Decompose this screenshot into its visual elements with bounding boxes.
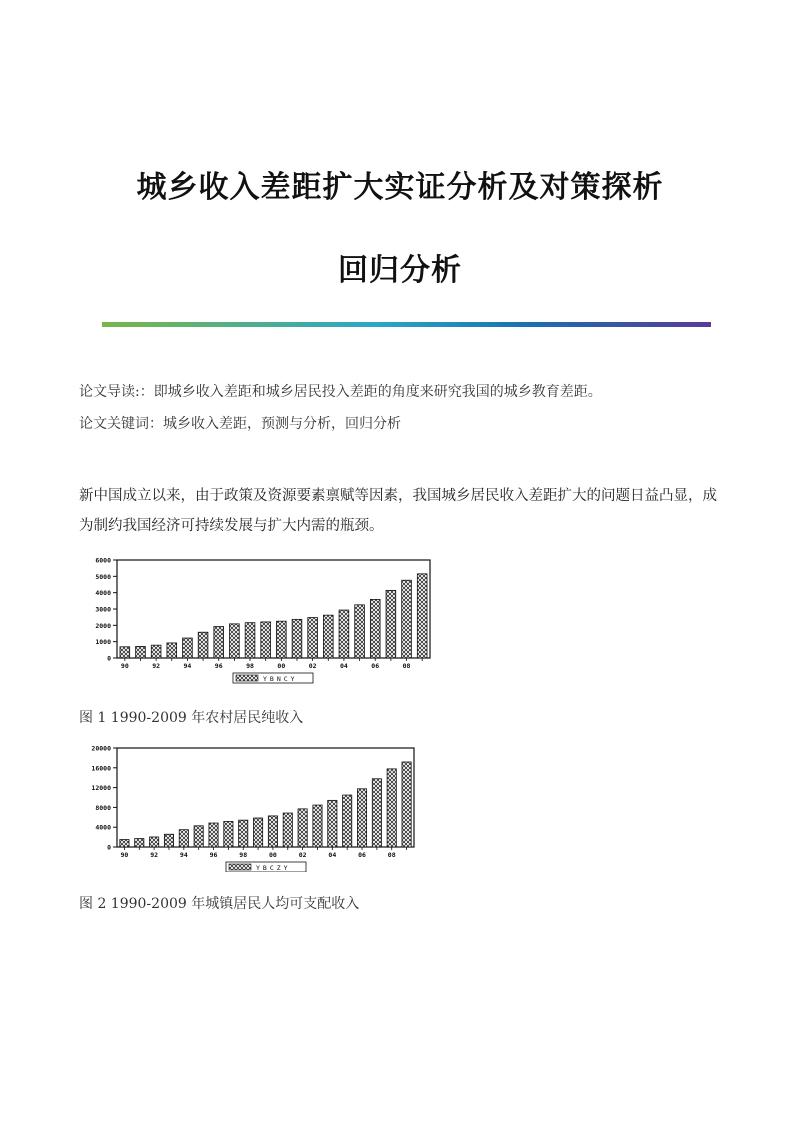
x-tick-label: 02 (308, 662, 317, 670)
bar (355, 605, 365, 658)
legend-swatch (236, 675, 258, 681)
x-tick-label: 04 (328, 851, 337, 859)
bar (253, 818, 262, 847)
bar (120, 647, 130, 658)
x-tick-label: 90 (120, 662, 129, 670)
x-tick-label: 96 (214, 662, 223, 670)
y-tick-label: 16000 (91, 764, 111, 773)
bar (151, 645, 161, 658)
bar (164, 834, 173, 847)
plot-frame (117, 748, 414, 847)
y-tick-label: 4000 (95, 589, 111, 598)
x-tick-label: 96 (209, 851, 218, 859)
bar (136, 646, 146, 658)
bar (183, 638, 193, 658)
x-tick-label: 92 (150, 851, 159, 859)
x-tick-label: 98 (239, 851, 248, 859)
y-tick-label: 4000 (95, 823, 111, 832)
bar (167, 643, 177, 658)
bar (308, 618, 318, 658)
paper-intro: 论文导读:：即城乡收入差距和城乡居民投入差距的角度来研究我国的城乡教育差距。 (79, 384, 602, 400)
bar (402, 762, 411, 847)
bar (245, 623, 255, 658)
bar (313, 805, 322, 847)
bar (402, 580, 412, 658)
bar (283, 813, 292, 847)
x-tick-label: 92 (152, 662, 161, 670)
bar (357, 789, 366, 847)
title-divider (102, 322, 711, 327)
y-tick-label: 12000 (91, 784, 111, 793)
y-tick-label: 5000 (95, 572, 111, 581)
y-tick-label: 2000 (95, 621, 111, 630)
y-tick-label: 0 (107, 843, 111, 852)
document-title: 城乡收入差距扩大实证分析及对策探析 (136, 170, 664, 205)
bar (292, 619, 302, 658)
figure-1-caption: 图 1 1990-2009 年农村居民纯收入 (79, 710, 304, 726)
x-tick-label: 04 (340, 662, 348, 670)
bar (328, 800, 337, 847)
document-subtitle: 回归分析 (338, 253, 462, 288)
bar (370, 599, 380, 658)
legend-label: YBNCY (263, 675, 298, 683)
x-tick-label: 08 (402, 662, 411, 670)
bar (261, 622, 271, 658)
y-tick-label: 6000 (95, 556, 111, 565)
y-tick-label: 3000 (95, 605, 111, 614)
plot-frame (117, 560, 430, 658)
x-tick-label: 08 (387, 851, 396, 859)
bar (386, 590, 396, 658)
bar (230, 624, 240, 658)
figure-2-caption: 图 2 1990-2009 年城镇居民人均可支配收入 (79, 896, 360, 912)
legend-swatch (229, 864, 251, 870)
bar (120, 840, 129, 847)
paper-keywords: 论文关键词：城乡收入差距，预测与分析，回归分析 (79, 416, 401, 432)
bar (417, 574, 427, 658)
bar (323, 615, 333, 658)
legend-label: YBCZY (256, 864, 291, 872)
bar (239, 820, 248, 847)
x-tick-label: 06 (358, 851, 366, 859)
bar (339, 610, 349, 658)
x-tick-label: 00 (277, 662, 286, 670)
bar (268, 816, 277, 847)
y-tick-label: 1000 (95, 638, 111, 647)
x-tick-label: 90 (120, 851, 129, 859)
x-tick-label: 94 (183, 662, 192, 670)
bar (150, 837, 159, 847)
bar (179, 830, 188, 847)
bar (135, 839, 144, 847)
x-tick-label: 94 (179, 851, 188, 859)
body-paragraph: 新中国成立以来，由于政策及资源要素禀赋等因素，我国城乡居民收入差距扩大的问题日益凸显，成为制约我国经济可持续发展与扩大内需的瓶颈。 (79, 488, 717, 534)
bar (194, 826, 203, 847)
bar (298, 809, 307, 847)
bar (276, 621, 286, 658)
bar (387, 769, 396, 847)
bar (224, 821, 233, 847)
bar (343, 795, 352, 847)
bar (214, 627, 224, 658)
y-tick-label: 20000 (91, 744, 111, 753)
rural-income-chart (80, 552, 440, 687)
x-tick-label: 02 (298, 851, 307, 859)
bar (198, 632, 208, 658)
x-tick-label: 06 (371, 662, 380, 670)
bar (372, 779, 381, 847)
urban-income-chart (80, 742, 430, 872)
x-tick-label: 00 (269, 851, 277, 859)
x-tick-label: 98 (246, 662, 254, 670)
y-tick-label: 0 (107, 654, 111, 663)
bar (209, 823, 218, 847)
y-tick-label: 8000 (95, 803, 111, 812)
